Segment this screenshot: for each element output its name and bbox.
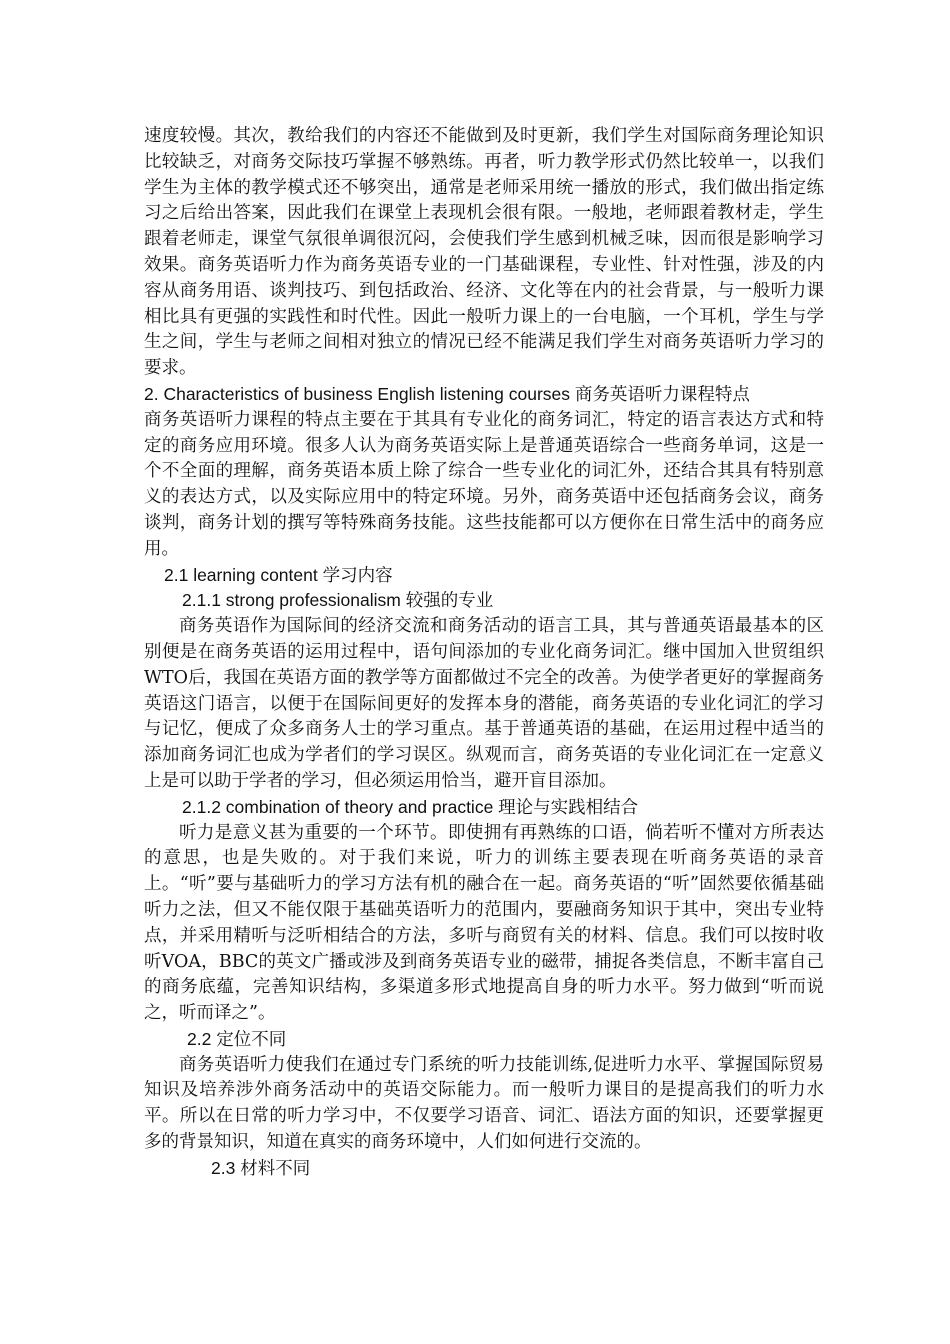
section-2-1-2-paragraph: 听力是意义甚为重要的一个环节。即使拥有再熟练的口语，倘若听不懂对方所表达的意思，也是失败的。对于我们来说，听力的训练主要表现在听商务英语的录音上。“听”要与基础听力的学习方法有机的融合在一起。商务英语的“听”固然要依循基础听力之法，但又不能仅限于基础英语听力的范围内，要融商务知识于其中，突出专业特点，并采用精听与泛听相结合的方法，多听与商贸有关的材料、信息。我们可以按时收听VOA，BBC的英文广播或涉及到商务英语专业的磁带，捕捉各类信息，不断丰富自己的商务底蕴，完善知识结构，多渠道多形式地提高自身的听力水平。努力做到“听而说之，听而译之”。 (144, 822, 824, 1024)
section-heading-2-3: 2.3 材料不同 (211, 1157, 311, 1178)
intro-paragraph: 速度较慢。其次，教给我们的内容还不能做到及时更新，我们学生对国际商务理论知识比较缺乏，对商务交际技巧掌握不够熟练。再者，听力教学形式仍然比较单一，以我们学生为主体的教学模式还不够突出，通常是老师采用统一播放的形式，我们做出指定练习之后给出答案，因此我们在课堂上表现机会很有限。一般地，老师跟着教材走，学生跟着老师走，课堂气氛很单调很沉闷，会使我们学生感到机械乏味，因而很是影响学习效果。商务英语听力作为商务英语专业的一门基础课程，专业性、针对性强，涉及的内容从商务用语、谈判技巧、到包括政治、经济、文化等在内的社会背景，与一般听力课相比具有更强的实践性和时代性。因此一般听力课上的一台电脑，一个耳机，学生与学生之间，学生与老师之间相对独立的情况已经不能满足我们学生对商务英语听力学习的要求。 (144, 126, 824, 379)
section-heading-2-1-2: 2.1.2 combination of theory and practice 理论与实践相结合 (182, 796, 639, 817)
section-heading-2-1: 2.1 learning content 学习内容 (164, 564, 393, 585)
document-body (144, 124, 824, 1182)
section-2-paragraph: 商务英语听力课程的特点主要在于其具有专业化的商务词汇，特定的语言表达方式和特定的商务应用环境。很多人认为商务英语实际上是普通英语综合一些商务单词，这是一个不全面的理解，商务英语本质上除了综合一些专业化的词汇外，还结合其具有特别意义的表达方式，以及实际应用中的特定环境。另外，商务英语中还包括商务会议，商务谈判，商务计划的撰写等特殊商务技能。这些技能都可以方便你在日常生活中的商务应用。 (144, 409, 824, 559)
section-2-2-paragraph: 商务英语听力使我们在通过专门系统的听力技能训练,促进听力水平、掌握国际贸易知识及培养涉外商务活动中的英语交际能力。而一般听力课目的是提高我们的听力水平。所以在日常的听力学习中，不仅要学习语音、词汇、语法方面的知识，还要掌握更多的背景知识，知道在真实的商务环境中，人们如何进行交流的。 (144, 1054, 824, 1153)
section-2-1-1-paragraph: 商务英语作为国际间的经济交流和商务活动的语言工具，其与普通英语最基本的区别便是在商务英语的运用过程中，语句间添加的专业化商务词汇。继中国加入世贸组织WTO后，我国在英语方面的教学等方面都做过不完全的改善。为使学者更好的掌握商务英语这门语言，以便于在国际间更好的发挥本身的潜能，商务英语的专业化词汇的学习与记忆，便成了众多商务人士的学习重点。基于普通英语的基础，在运用过程中适当的添加商务词汇也成为学者们的学习误区。纵观而言，商务英语的专业化词汇在一定意义上是可以助于学者的学习，但必须运用恰当，避开盲目添加。 (144, 616, 824, 791)
section-heading-2: 2. Characteristics of business English listening courses 商务英语听力课程特点 (144, 383, 750, 404)
section-heading-2-2: 2.2 定位不同 (187, 1028, 287, 1049)
section-heading-2-1-1: 2.1.1 strong professionalism 较强的专业 (182, 590, 494, 611)
